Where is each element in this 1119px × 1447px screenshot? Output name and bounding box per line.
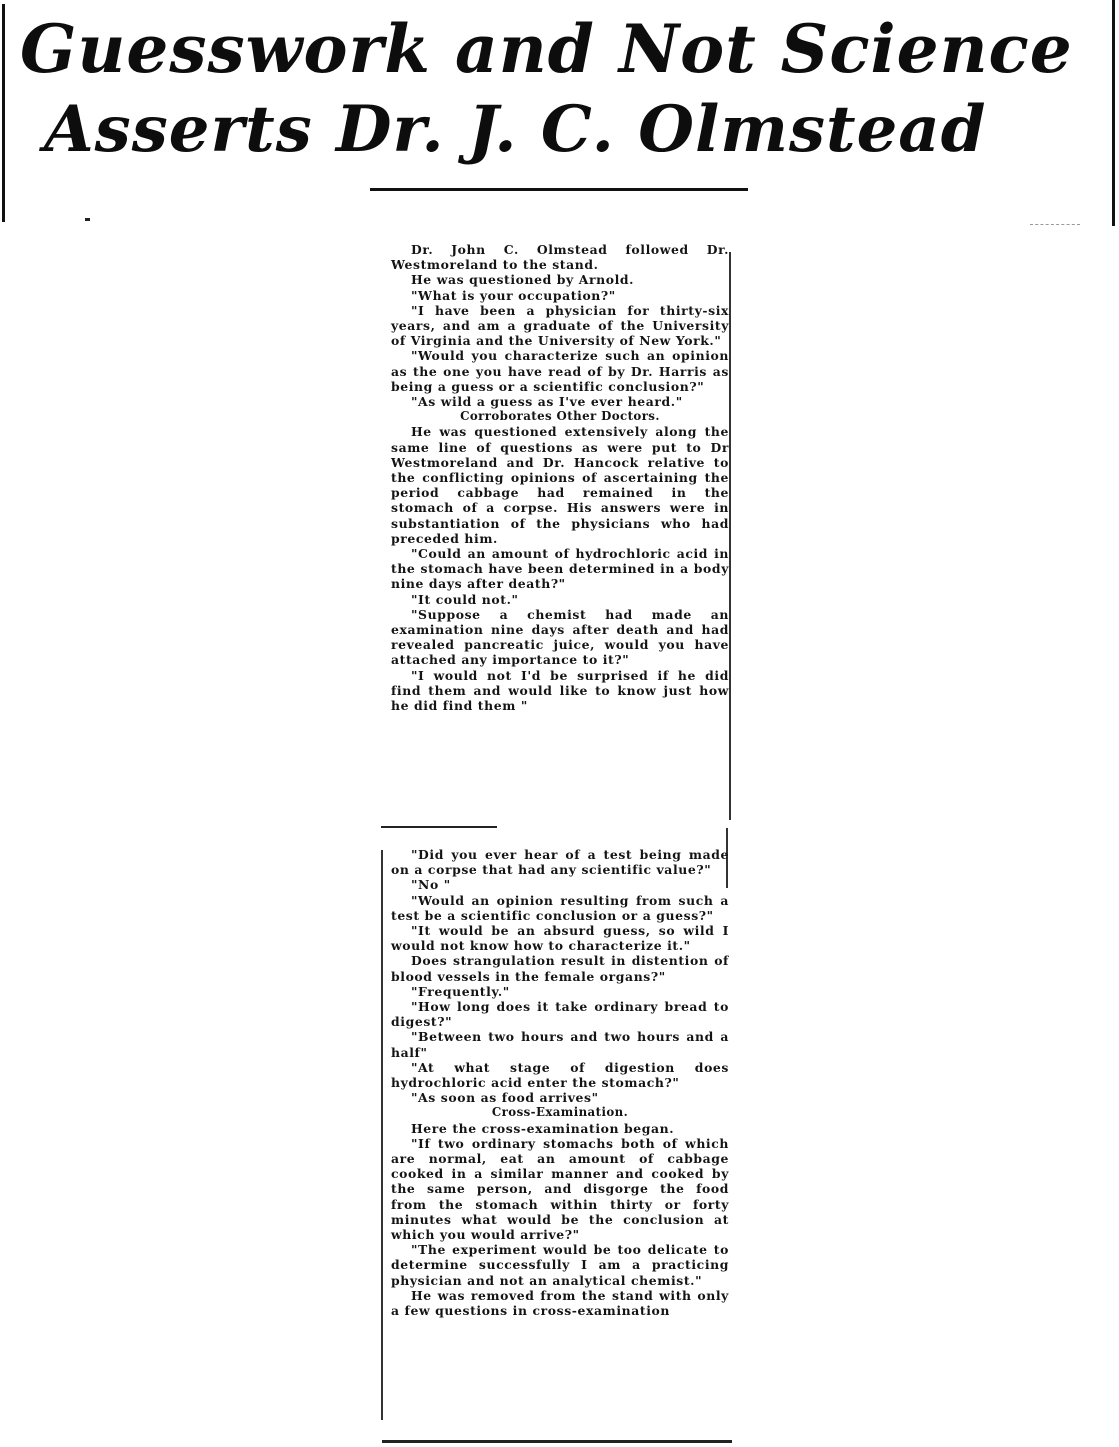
paragraph: "The experiment would be too delicate to determine successfully I am a practicing physician and not an analytical chemist.": [391, 1242, 729, 1288]
subheading-corroborates: Corroborates Other Doctors.: [460, 409, 660, 424]
paragraph: "If two ordinary stomachs both of which are normal, eat an amount of cabbage cooked in a similar manner and cooked by the same person, and disgorge the food from the stomach within thirty or forty minutes what would be the conclusion at which you would arrive?": [391, 1135, 729, 1243]
paragraph: "How long does it take ordinary bread to digest?": [391, 999, 729, 1030]
paragraph: "At what stage of digestion does hydrochloric acid enter the stomach?": [391, 1059, 729, 1091]
paragraph: "Frequently.": [411, 983, 510, 999]
paragraph: "Between two hours and two hours and a half": [391, 1029, 729, 1060]
paragraph: Does strangulation result in distention of blood vessels in the female organs?": [391, 953, 729, 984]
paragraph: He was questioned extensively along the same line of questions as were put to Dr Westmoreland and Dr. Hancock relative to the conflicting opinions of ascertaining the period cabbage had remained in the stomach of a corpse. His answers were in substantiation of the physicians who had preceded him.: [391, 424, 729, 546]
paragraph: "As soon as food arrives": [411, 1090, 599, 1106]
left-frame-border: [2, 4, 5, 222]
paragraph: Dr. John C. Olmstead followed Dr. Westmoreland to the stand.: [391, 242, 729, 273]
headline-rule: [370, 188, 748, 191]
paragraph: Here the cross-examination began.: [411, 1120, 675, 1136]
article-column-bottom: [391, 847, 729, 1318]
paragraph: "I would not I'd be surprised if he did find them and would like to know just how he did find them ": [391, 667, 729, 714]
headline-line-1: Guesswork and Not Science: [20, 10, 1073, 88]
paragraph: "It could not.": [411, 591, 519, 607]
right-frame-border: [1112, 0, 1115, 226]
paragraph: "No ": [411, 877, 451, 893]
bottom-rule: [382, 1440, 732, 1443]
paragraph: He was questioned by Arnold.: [411, 272, 635, 288]
paragraph: He was removed from the stand with only a few questions in cross-examination: [391, 1287, 729, 1319]
paragraph: "Would an opinion resulting from such a test be a scientific conclusion or a guess?": [391, 892, 729, 923]
paragraph: "Suppose a chemist had made an examination nine days after death and had revealed pancreatic juice, would you have attached any importance to it?": [391, 606, 729, 668]
column-rule-right: [729, 252, 731, 820]
headline-line-2: Asserts Dr. J. C. Olmstead: [44, 92, 987, 167]
print-speck: [85, 218, 90, 221]
column-separator: [381, 826, 497, 828]
paragraph: "What is your occupation?": [411, 287, 616, 303]
paragraph: "Could an amount of hydrochloric acid in the stomach have been determined in a body nine days after death?": [391, 546, 729, 592]
column-rule-left: [381, 850, 383, 1420]
faint-rule: [1030, 224, 1080, 226]
paragraph: "I have been a physician for thirty-six years, and am a graduate of the University of Virginia and the University of New York.": [391, 302, 729, 349]
headline: [20, 8, 1110, 170]
paragraph: "Would you characterize such an opinion as the one you have read of by Dr. Harris as being a guess or a scientific conclusion?": [391, 348, 729, 394]
paragraph: "Did you ever hear of a test being made on a corpse that had any scientific value?": [391, 847, 729, 878]
paragraph: "As wild a guess as I've ever heard.": [411, 394, 683, 410]
article-column-top: [391, 242, 729, 713]
paragraph: "It would be an absurd guess, so wild I would not know how to characterize it.": [391, 923, 729, 954]
subheading-cross-examination: Cross-Examination.: [491, 1105, 629, 1120]
